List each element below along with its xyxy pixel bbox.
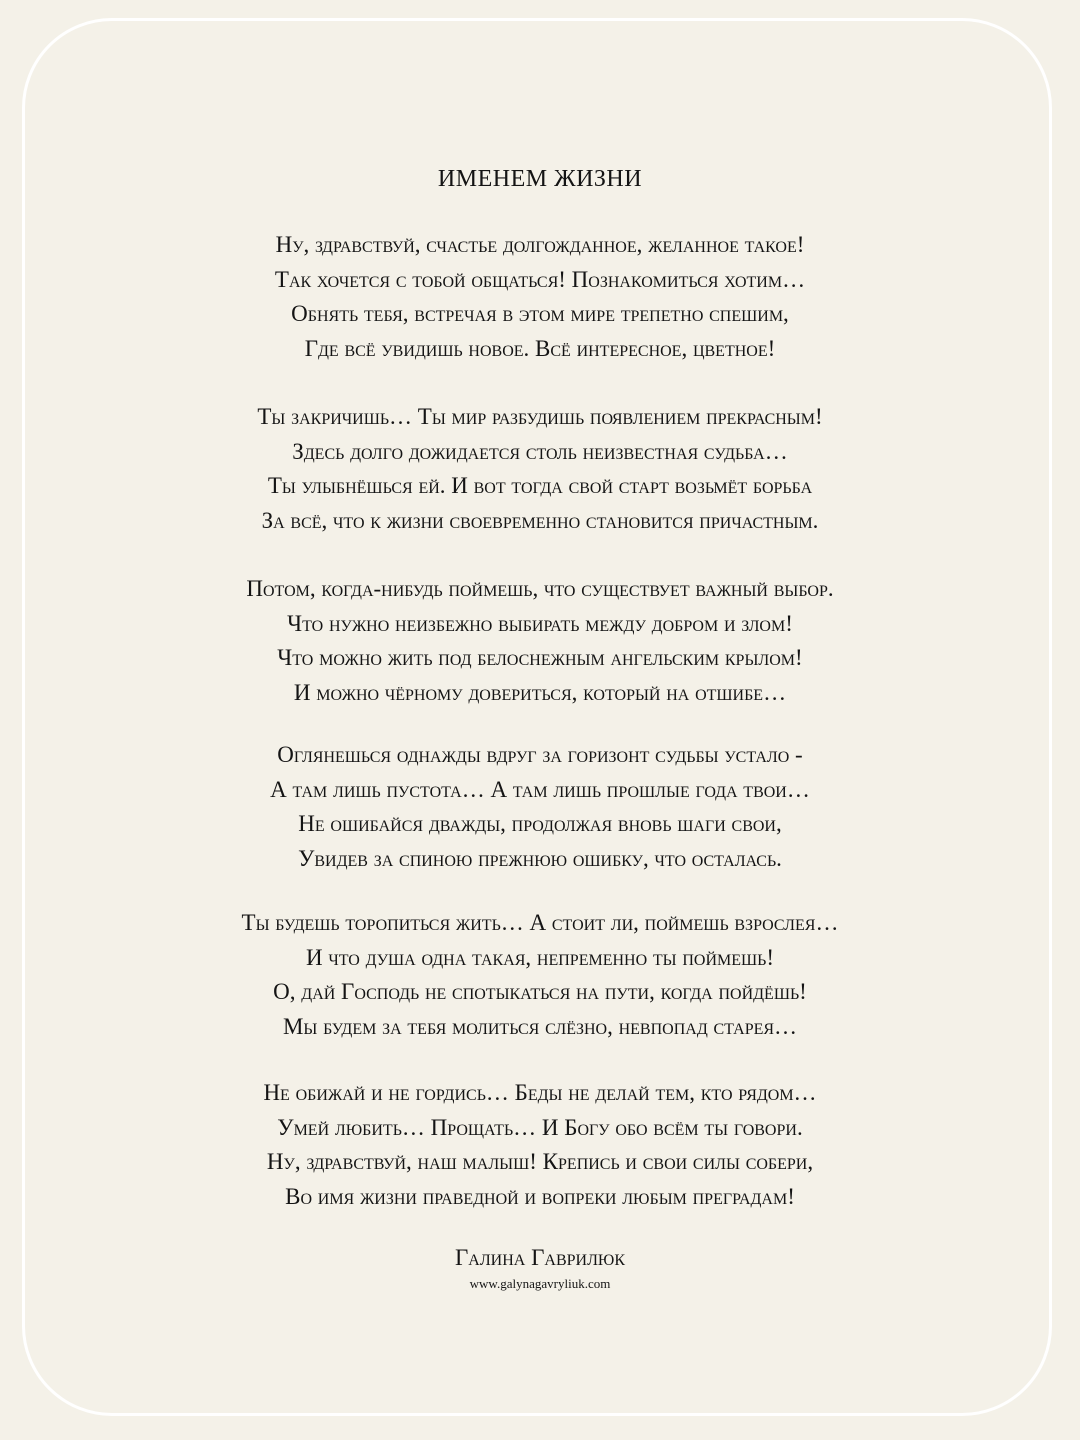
poem-line: Не ошибайся дважды, продолжая вновь шаги свои, bbox=[298, 811, 782, 836]
stanza-4 bbox=[0, 738, 1080, 876]
poem-line: Во имя жизни праведной и вопреки любым преградам! bbox=[285, 1183, 795, 1209]
poem-line: Обнять тебя, встречая в этом мире трепетно спешим, bbox=[291, 301, 789, 326]
stanza-5 bbox=[0, 906, 1080, 1044]
poem-line: Ты закричишь… Ты мир разбудишь появлением прекрасным! bbox=[257, 404, 823, 429]
poem-line: Так хочется с тобой общаться! Познакомиться хотим… bbox=[274, 266, 806, 292]
poem-line: Потом, когда-нибудь поймешь, что существует важный выбор. bbox=[246, 576, 834, 601]
poem-line: Что нужно неизбежно выбирать между добром и злом! bbox=[287, 610, 793, 636]
poem-line: Ну, здравствуй, счастье долгожданное, желанное такое! bbox=[275, 232, 805, 257]
stanza-1 bbox=[0, 228, 1080, 366]
poem-line: Здесь долго дожидается столь неизвестная судьба… bbox=[292, 438, 788, 464]
poem-line: Ну, здравствуй, наш малыш! Крепись и свои силы собери, bbox=[266, 1149, 814, 1174]
poem-line: Не обижай и не гордись… Беды не делай тем, кто рядом… bbox=[263, 1080, 817, 1105]
poem-line: Что можно жить под белоснежным ангельским крылом! bbox=[277, 645, 803, 670]
author-name: Галина Гаврилюк bbox=[454, 1245, 626, 1270]
stanza-3 bbox=[0, 572, 1080, 710]
poem-line: О, дай Господь не спотыкаться на пути, когда пойдёшь! bbox=[273, 979, 807, 1004]
poem-line: Умей любить… Прощать… И Богу обо всём ты говори. bbox=[277, 1114, 803, 1140]
poem-line: Ты будешь торопиться жить… А стоит ли, поймешь взрослея… bbox=[241, 910, 839, 935]
author-website: www.galynagavryliuk.com bbox=[469, 1276, 611, 1291]
poem-line: И можно чёрному довериться, который на отшибе… bbox=[293, 679, 787, 705]
poem-line: А там лишь пустота… А там лишь прошлые года твои… bbox=[270, 776, 810, 802]
poem-line: Оглянешься однажды вдруг за горизонт судьбы устало - bbox=[277, 742, 803, 767]
poem-line: Ты улыбнёшься ей. И вот тогда свой старт возьмёт борьба bbox=[267, 473, 813, 498]
stanza-2 bbox=[0, 400, 1080, 538]
poem-title: ИМЕНЕМ ЖИЗНИ bbox=[437, 166, 643, 192]
poem-line: Где всё увидишь новое. Всё интересное, цветное! bbox=[304, 335, 776, 361]
poem-line: Мы будем за тебя молиться слёзно, невпопад старея… bbox=[282, 1013, 798, 1039]
poem-line: За всё, что к жизни своевременно становится причастным. bbox=[261, 507, 819, 533]
stanza-6 bbox=[0, 1076, 1080, 1214]
poem-line: Увидев за спиною прежнюю ошибку, что осталась. bbox=[298, 845, 782, 871]
poem-line: И что душа одна такая, непременно ты поймешь! bbox=[305, 944, 775, 970]
